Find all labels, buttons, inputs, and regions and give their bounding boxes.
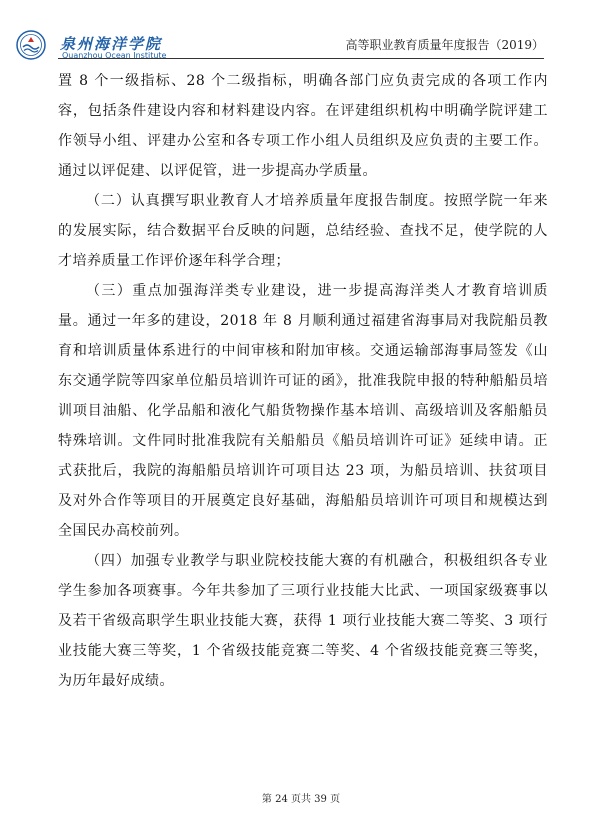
page-number: 第 24 页共 39 页	[261, 794, 341, 805]
header-divider	[58, 58, 544, 59]
paragraph-skills-competitions: （四）加强专业教学与职业院校技能大赛的有机融合，积极组织各专业学生参加各项赛事。今年共参加了三项行业技能大比武、一项国家级赛事以及若干省级高职学生职业技能大赛，获得 1 项行业技能大赛二等奖、3 项行业技能大赛三等奖，1 个省级技能竞赛二等奖、4 个省级技能竞赛三等奖，为历年最好成绩。	[58, 553, 548, 689]
college-name-cn: 泉州海洋学院	[60, 35, 163, 53]
paragraph-annual-report: （二）认真撰写职业教育人才培养质量年度报告制度。按照学院一年来的发展实际，结合数据平台反映的问题，总结经验、查找不足，使学院的人才培养质量工作评价逐年科学合理；	[58, 193, 548, 269]
page-header	[0, 0, 602, 64]
paragraph-evaluation-continued: 置 8 个一级指标、28 个二级指标，明确各部门应负责完成的各项工作内容，包括条件建设内容和材料建设内容。在评建组织机构中明确学院评建工作领导小组、评建办公室和各专项工作小组人员组织及应负责的主要工作。通过以评促建、以评促管，进一步提高办学质量。	[58, 73, 548, 179]
paragraph-marine-programs: （三）重点加强海洋类专业建设，进一步提高海洋类人才教育培训质量。通过一年多的建设，2018 年 8 月顺利通过福建省海事局对我院船员教育和培训质量体系进行的中间审核和附加审核。交通运输部海事局签发《山东交通学院等四家单位船员培训许可证的函》，批准我院申报的特种船船员培训项目油船、化学品船和液化气船货物操作基本培训、高级培训及客船船员特殊培训。文件同时批准我院有关船船员《船员培训许可证》延续申请。正式获批后，我院的海船船员培训许可项目达 23 项，为船员培训、扶贫项目及对外合作等项目的开展奠定良好基础，海船船员培训许可项目和规模达到全国民办高校前列。	[58, 283, 548, 539]
college-logo-icon	[16, 30, 46, 60]
college-name-en: Quanzhou Ocean Institute	[62, 51, 167, 60]
body-text	[58, 66, 548, 696]
report-title: 高等职业教育质量年度报告（2019）	[345, 38, 544, 52]
